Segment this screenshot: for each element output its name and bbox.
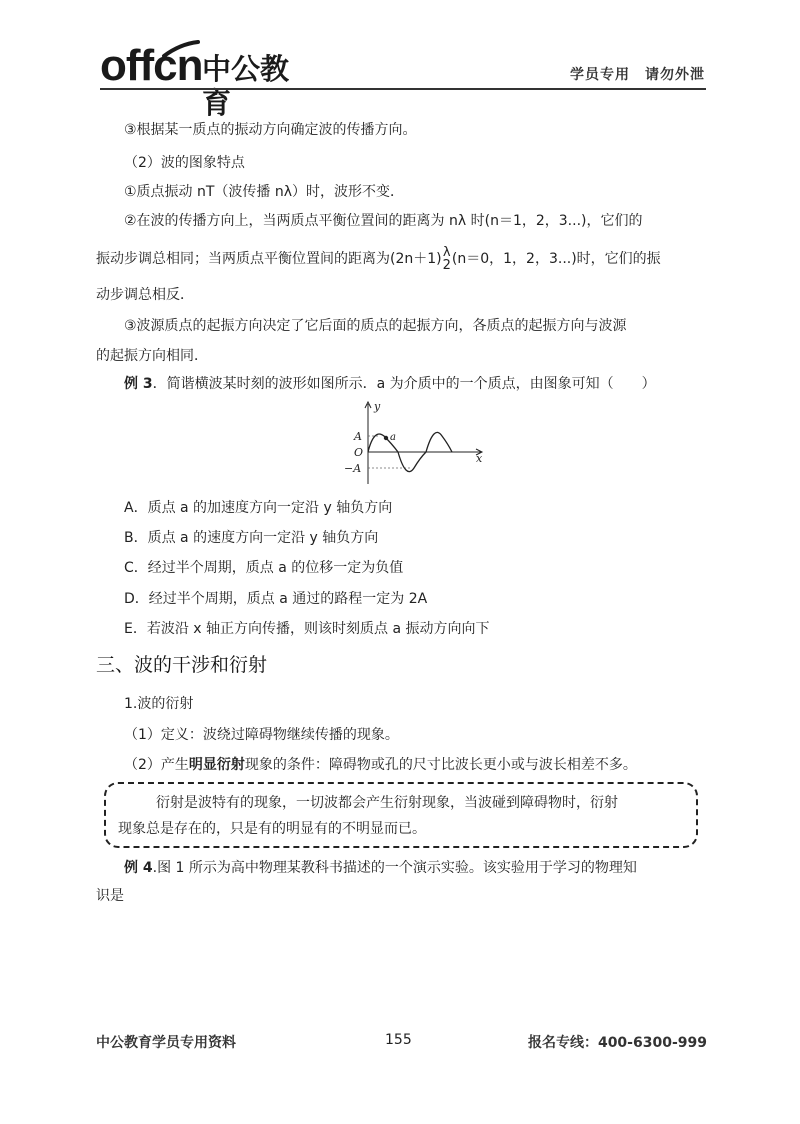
fraction-denominator: 2 (442, 258, 451, 273)
wave-figure (340, 398, 490, 486)
text-line: ③根据某一质点的振动方向确定波的传播方向。 (124, 122, 417, 138)
option-d: D．经过半个周期，质点 a 通过的路程一定为 2A (124, 591, 428, 607)
note-line: 现象总是存在的，只是有的明显有的不明显而已。 (118, 821, 426, 837)
footer-left: 中公教育学员专用资料 (96, 1035, 236, 1051)
subsection-title: 1.波的衍射 (124, 696, 194, 712)
negative-amplitude-label: −A (344, 462, 362, 475)
fraction-numerator: λ (442, 245, 451, 260)
option-b: B．质点 a 的速度方向一定沿 y 轴负方向 (124, 530, 379, 546)
logo-latin: offcn (100, 41, 203, 90)
text-line: ①质点振动 nT（波传播 nλ）时，波形不变． (124, 184, 405, 200)
point-a (384, 436, 388, 440)
origin-label: O (354, 446, 364, 459)
point-a-label: a (390, 432, 396, 443)
text-segment: 现象的条件：障碍物或孔的尺寸比波长更小或与波长相差不多。 (244, 757, 637, 773)
page-number: 155 (385, 1032, 412, 1048)
logo-swoosh-icon (160, 40, 200, 60)
text-line: （2）波的图象特点 (124, 155, 245, 171)
header-divider (100, 88, 706, 90)
header-notice: 学员专用 请勿外泄 (570, 67, 705, 83)
logo (100, 40, 310, 120)
text-line-fraction (96, 246, 661, 272)
amplitude-label: A (354, 430, 362, 443)
definition-line: （1）定义：波绕过障碍物继续传播的现象。 (124, 727, 399, 743)
logo-cn: 中公教育 (202, 52, 290, 120)
text-line: 动步调总相反． (96, 287, 194, 303)
text-line: 的起振方向相同． (96, 348, 208, 364)
example-label: 例 3 (124, 376, 153, 392)
example-3 (124, 374, 656, 394)
example-text: ．简谐横波某时刻的波形如图所示．a 为介质中的一个质点，由图象可知（ ） (152, 376, 656, 392)
option-c: C．经过半个周期，质点 a 的位移一定为负值 (124, 560, 404, 576)
text-segment: 振动步调总相同；当两质点平衡位置间的距离为(2n＋1) (96, 251, 442, 267)
text-line: ②在波的传播方向上，当两质点平衡位置间的距离为 nλ 时(n＝1，2，3...)，它们的 (124, 213, 643, 229)
option-e: E．若波沿 x 轴正方向传播，则该时刻质点 a 振动方向向下 (124, 621, 490, 637)
example-label: 例 4 (124, 860, 153, 876)
text-line: ③波源质点的起振方向决定了它后面的质点的起振方向，各质点的起振方向与波源 (124, 318, 627, 334)
fraction (443, 246, 451, 272)
text-line: 识是 (96, 888, 124, 904)
option-a: A．质点 a 的加速度方向一定沿 y 轴负方向 (124, 500, 393, 516)
emphasis-text: 明显衍射 (188, 757, 245, 773)
y-label: y (374, 400, 381, 413)
footer-hotline: 报名专线：400-6300-999 (527, 1035, 707, 1051)
condition-line (124, 755, 637, 775)
section-heading: 三、波的干涉和衍射 (96, 654, 268, 676)
text-segment: （2）产生 (124, 757, 189, 773)
note-line: 衍射是波特有的现象，一切波都会产生衍射现象，当波碰到障碍物时，衍射 (156, 795, 618, 811)
example-4 (124, 858, 637, 878)
x-label: x (476, 452, 483, 465)
example-text: .图 1 所示为高中物理某教科书描述的一个演示实验。该实验用于学习的物理知 (152, 860, 637, 876)
text-segment: (n＝0，1，2，3...)时，它们的振 (451, 251, 661, 267)
